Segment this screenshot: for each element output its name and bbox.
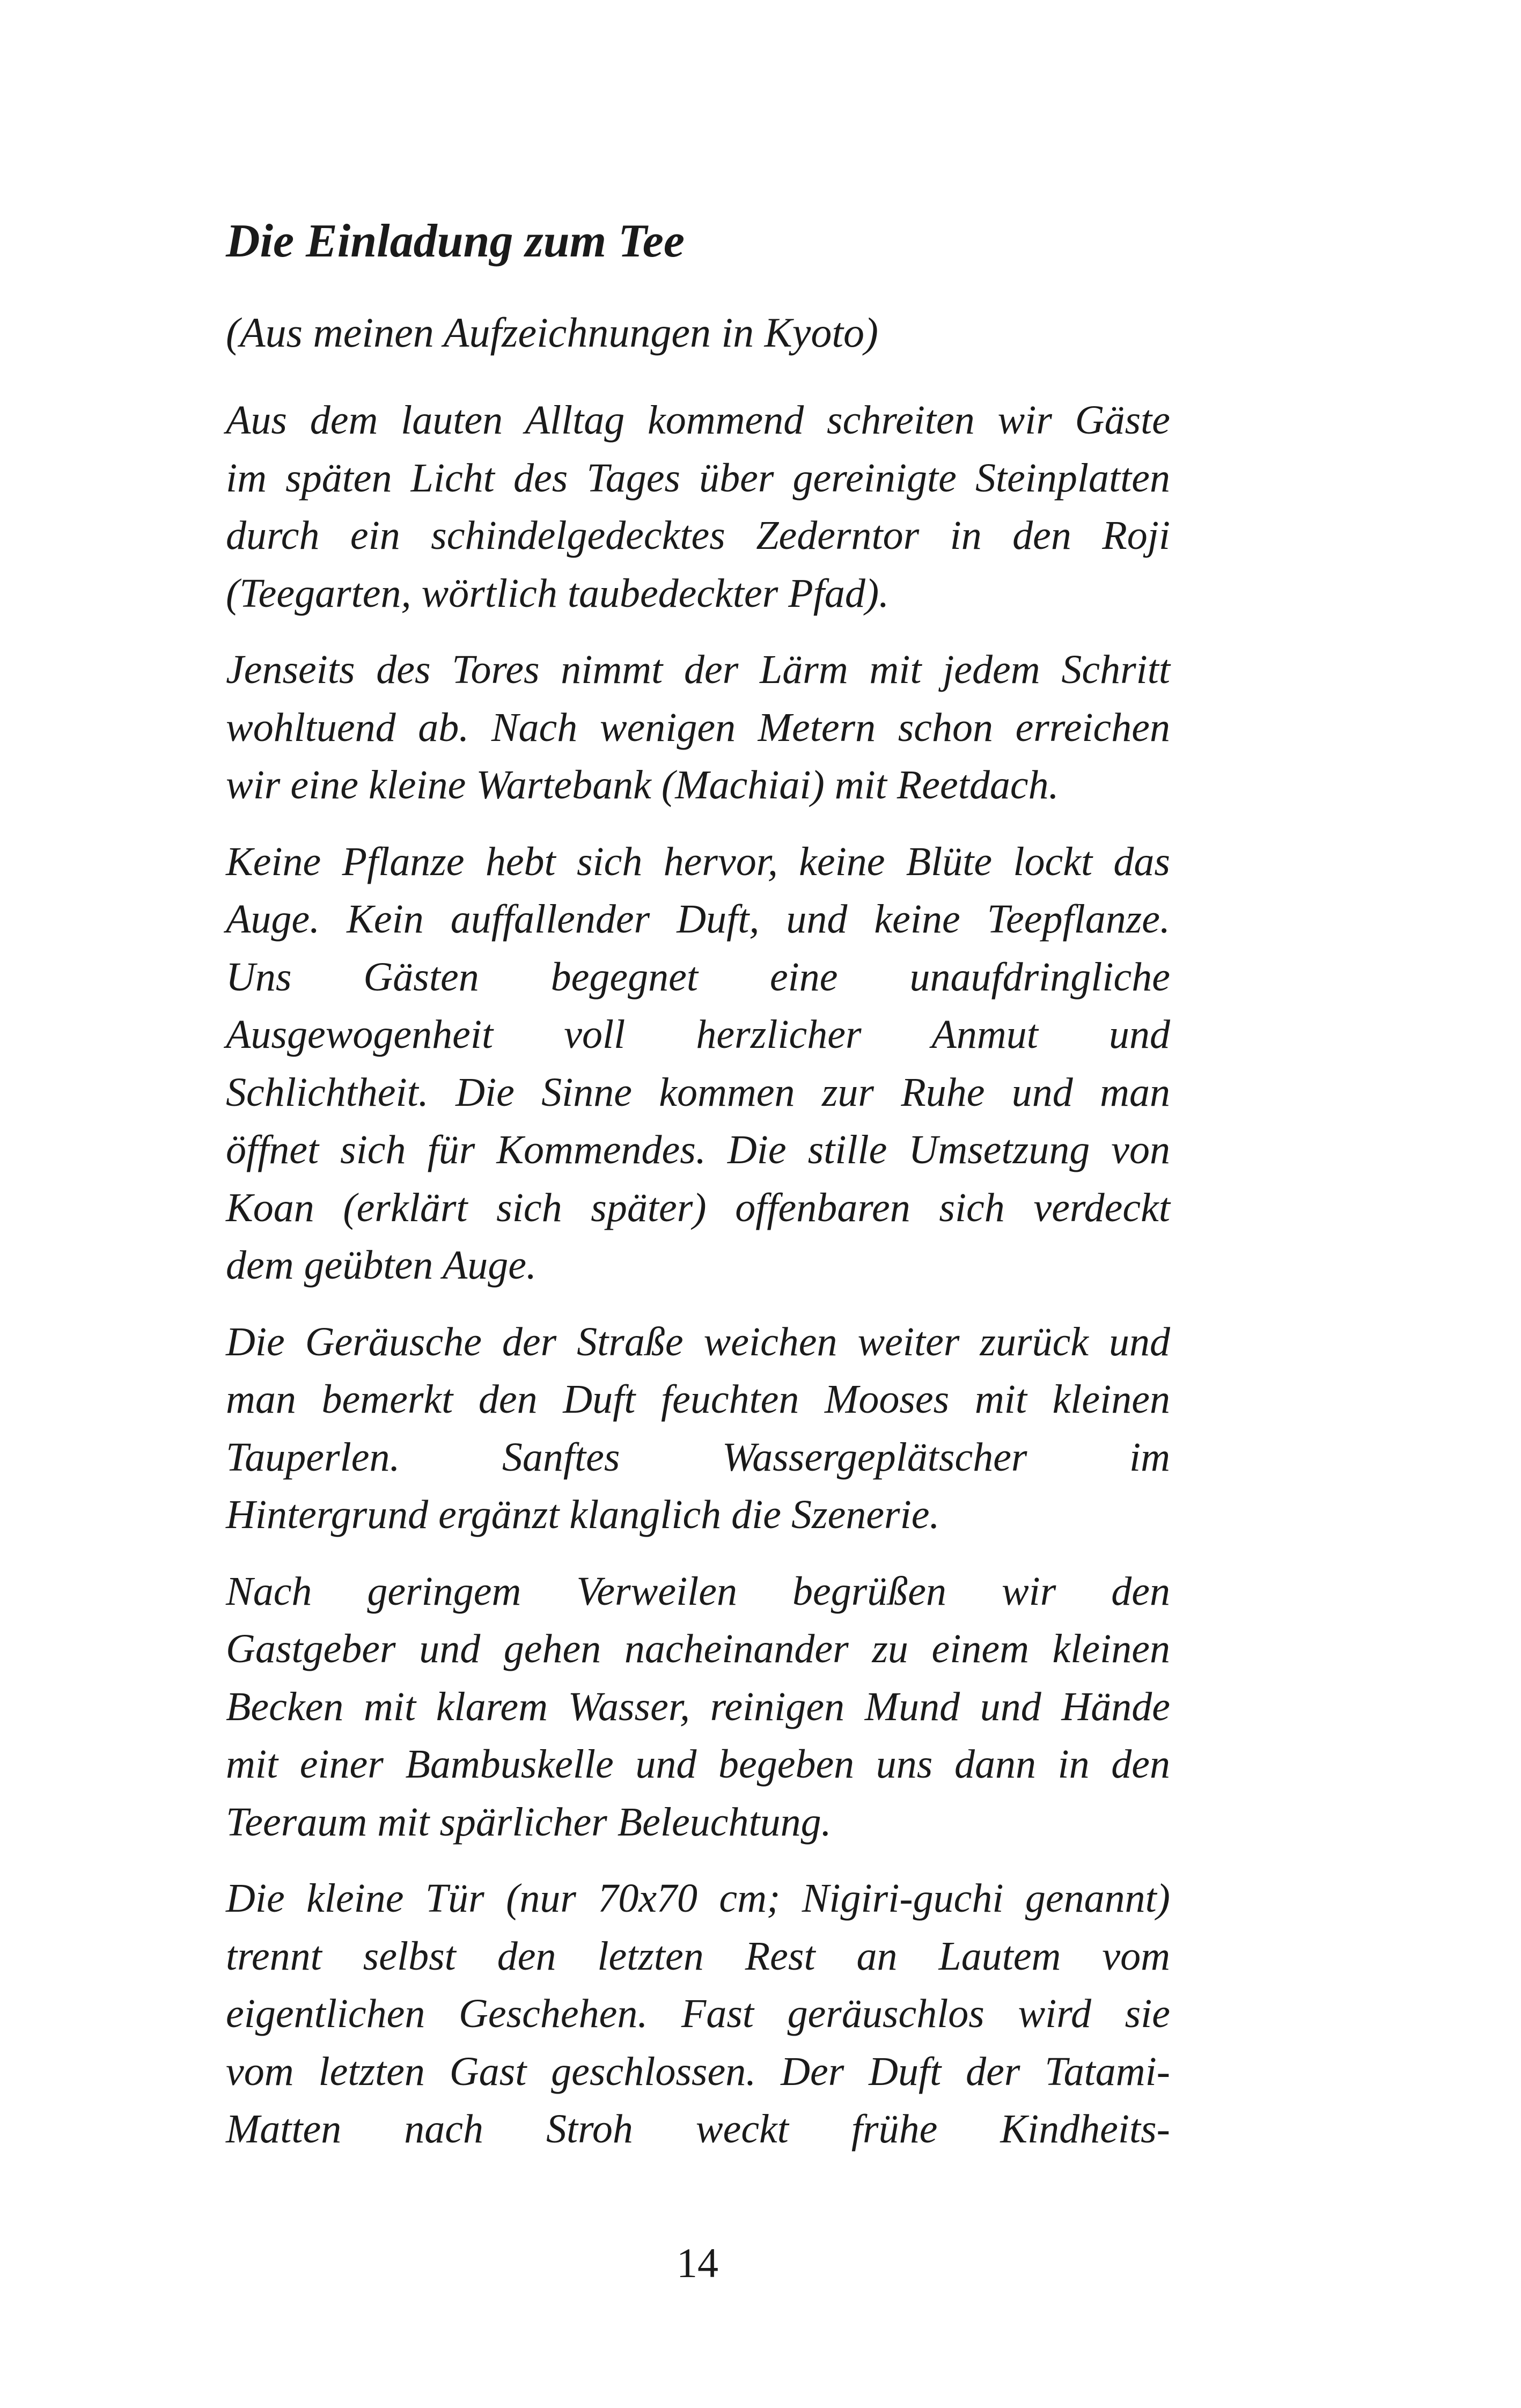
paragraph (226, 392, 1170, 622)
page-number: 14 (677, 2240, 718, 2286)
text-line: Uns Gästen begegnet eine unaufdringliche (226, 954, 1170, 1000)
text-line: wir eine kleine Wartebank (Machiai) mit Reetdach. (226, 762, 1059, 807)
page-content (226, 212, 1170, 2177)
text-line: Schlichtheit. Die Sinne kommen zur Ruhe und man (226, 1069, 1170, 1115)
text-line: im späten Licht des Tages über gereinigte Steinplatten (226, 455, 1170, 501)
paragraph (226, 1563, 1170, 1852)
text-line: Jenseits des Tores nimmt der Lärm mit jedem Schritt (226, 647, 1170, 692)
chapter-subtitle: (Aus meinen Aufzeichnungen in Kyoto) (226, 309, 878, 356)
body-text (226, 392, 1170, 2159)
text-line: öffnet sich für Kommendes. Die stille Umsetzung von (226, 1127, 1170, 1172)
text-line: Matten nach Stroh weckt frühe Kindheits- (226, 2106, 1170, 2152)
text-line: Die Geräusche der Straße weichen weiter zurück und (226, 1319, 1170, 1364)
paragraph (226, 1313, 1170, 1544)
text-line: Koan (erklärt sich später) offenbaren sich verdeckt (226, 1185, 1170, 1230)
text-line: Teeraum mit spärlicher Beleuchtung. (226, 1799, 832, 1845)
text-line: wohltuend ab. Nach wenigen Metern schon erreichen (226, 704, 1170, 750)
text-line: Die kleine Tür (nur 70x70 cm; Nigiri-guchi genannt) (226, 1876, 1170, 1921)
chapter-title: Die Einladung zum Tee (226, 215, 685, 267)
text-line: mit einer Bambuskelle und begeben uns dann in den (226, 1742, 1170, 1787)
text-line: Auge. Kein auffallender Duft, und keine Teepflanze. (226, 897, 1170, 942)
text-line: Gastgeber und gehen nacheinander zu einem kleinen (226, 1626, 1170, 1671)
paragraph (226, 641, 1170, 814)
text-line: Nach geringem Verweilen begrüßen wir den (226, 1568, 1170, 1614)
paragraph (226, 833, 1170, 1295)
text-line: Aus dem lauten Alltag kommend schreiten wir Gäste (226, 398, 1170, 443)
text-line: durch ein schindelgedecktes Zederntor in den Roji (226, 513, 1170, 558)
text-line: (Teegarten, wörtlich taubedeckter Pfad). (226, 570, 890, 616)
text-line: Tauperlen. Sanftes Wassergeplätscher im (226, 1434, 1170, 1480)
text-line: man bemerkt den Duft feuchten Mooses mit kleinen (226, 1377, 1170, 1422)
text-line: eigentlichen Geschehen. Fast geräuschlos wird sie (226, 1991, 1170, 2036)
text-line: dem geübten Auge. (226, 1243, 537, 1288)
text-line: vom letzten Gast geschlossen. Der Duft der Tatami- (226, 2049, 1170, 2094)
text-line: Becken mit klarem Wasser, reinigen Mund und Hände (226, 1684, 1170, 1729)
text-line: trennt selbst den letzten Rest an Lautem vom (226, 1933, 1170, 1979)
text-line: Ausgewogenheit voll herzlicher Anmut und (226, 1012, 1170, 1057)
text-line: Hintergrund ergänzt klanglich die Szenerie. (226, 1492, 940, 1537)
paragraph (226, 1870, 1170, 2159)
text-line: Keine Pflanze hebt sich hervor, keine Blüte lockt das (226, 839, 1170, 884)
